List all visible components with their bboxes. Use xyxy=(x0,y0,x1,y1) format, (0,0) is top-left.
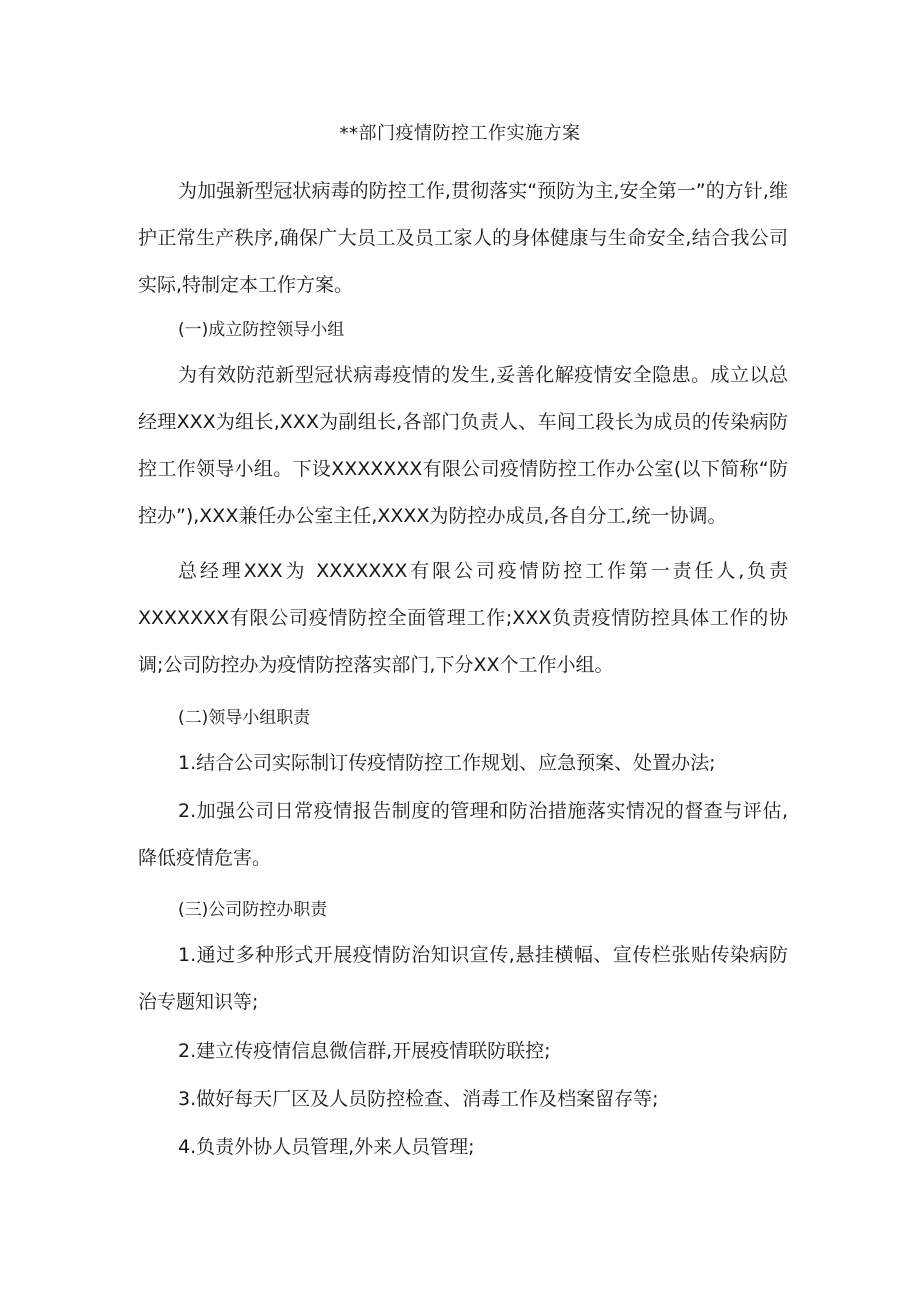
section-heading-1: (一)成立防控领导小组 xyxy=(178,320,345,340)
intro-paragraph: 为加强新型冠状病毒的防控工作,贯彻落实“预防为主,安全第一”的方针,维护正常生产秩序,确保广大员工及员工家人的身体健康与生命安全,结合我公司实际,特制定本工作方案。 xyxy=(138,180,788,296)
section-2-item-2: 2.加强公司日常疫情报告制度的管理和防治措施落实情况的督查与评估,降低疫情危害。 xyxy=(138,800,788,869)
document-title: **部门疫情防控工作实施方案 xyxy=(339,123,581,144)
section-1-paragraph-2: 总经理XXX为 XXXXXXX有限公司疫情防控工作第一责任人,负责XXXXXXX有限公司疫情防控全面管理工作;XXX负责疫情防控具体工作的协调;公司防控办为疫情防控落实部门,下分XX个工作小组。 xyxy=(138,560,788,676)
section-heading-2: (二)领导小组职责 xyxy=(178,708,311,728)
section-3-item-2: 2.建立传疫情信息微信群,开展疫情联防联控; xyxy=(178,1040,551,1062)
section-3-item-4: 4.负责外协人员管理,外来人员管理; xyxy=(178,1136,475,1158)
section-heading-3: (三)公司防控办职责 xyxy=(178,900,328,920)
section-3-item-1: 1.通过多种形式开展疫情防治知识宣传,悬挂横幅、宣传栏张贴传染病防治专题知识等; xyxy=(138,944,788,1013)
section-2-item-1: 1.结合公司实际制订传疫情防控工作规划、应急预案、处置办法; xyxy=(178,752,716,774)
section-1-paragraph-1: 为有效防范新型冠状病毒疫情的发生,妥善化解疫情安全隐患。成立以总经理XXX为组长,XXX为副组长,各部门负责人、车间工段长为成员的传染病防控工作领导小组。下设XXXXXXX有限公司疫情防控工作办公室(以下简称“防控办”),XXX兼任办公室主任,XXXX为防控办成员,各自分工,统一协调。 xyxy=(138,364,788,527)
section-3-item-3: 3.做好每天厂区及人员防控检查、消毒工作及档案留存等; xyxy=(178,1088,659,1110)
